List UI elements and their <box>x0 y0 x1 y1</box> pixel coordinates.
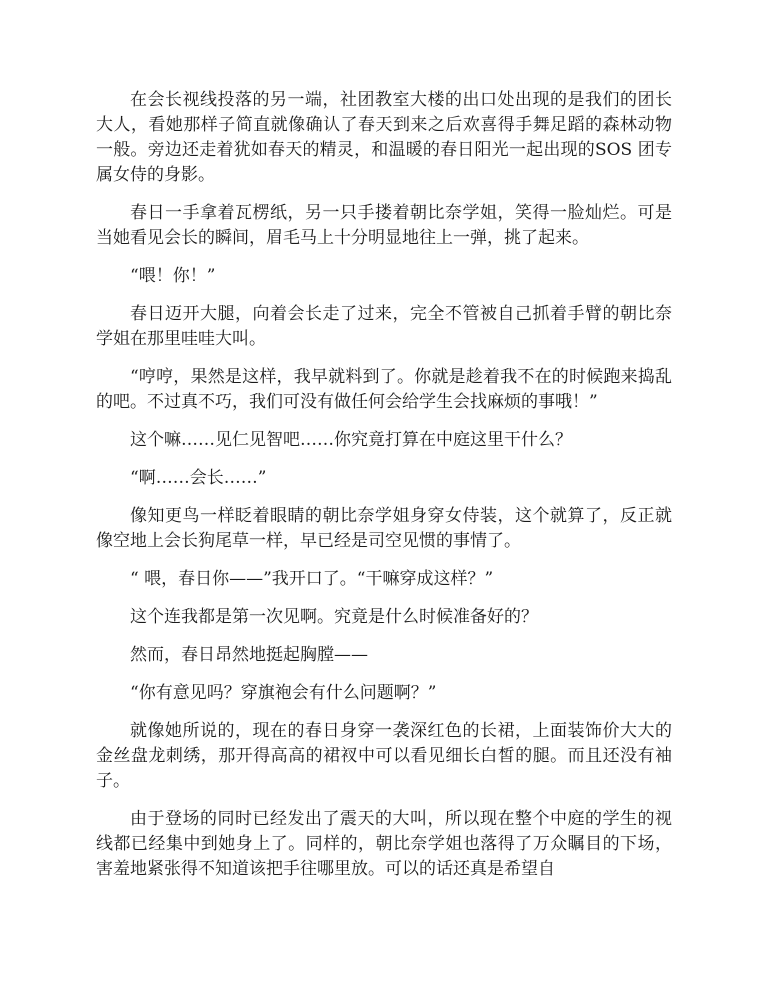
paragraph-11: 然而，春日昂然地挺起胸膛—— <box>130 645 368 665</box>
paragraph-7: “啊……会长……” <box>130 468 267 488</box>
paragraph-14: 由于登场的同时已经发出了震天的大叫，所以现在整个中庭的学生的视线都已经集中到她身上了。同样的，朝比奈学姐也落得了万众瞩目的下场，害羞地紧张得不知道该把手往哪里放。可以的话还真是希望自 <box>96 809 672 879</box>
paragraph-5: “哼哼，果然是这样，我早就料到了。你就是趁着我不在的时候跑来捣乱的吧。不过真不巧，我们可没有做任何会给学生会找麻烦的事哦！” <box>96 367 672 412</box>
paragraph-2: 春日一手拿着瓦楞纸，另一只手搂着朝比奈学姐，笑得一脸灿烂。可是当她看见会长的瞬间，眉毛马上十分明显地往上一弹，挑了起来。 <box>96 203 672 248</box>
paragraph-13: 就像她所说的，现在的春日身穿一袭深红色的长裙，上面装饰价大大的金丝盘龙刺绣，那开得高高的裙衩中可以看见细长白皙的腿。而且还没有袖子。 <box>96 721 672 791</box>
paragraph-6: 这个嘛……见仁见智吧……你究竟打算在中庭这里干什么？ <box>130 430 572 450</box>
paragraph-9: “ 喂，春日你——”我开口了。“干嘛穿成这样？” <box>130 569 494 589</box>
paragraph-10: 这个连我都是第一次见啊。究竟是什么时候准备好的？ <box>130 607 538 627</box>
paragraph-1: 在会长视线投落的另一端，社团教室大楼的出口处出现的是我们的团长大人，看她那样子简直就像确认了春天到来之后欢喜得手舞足蹈的森林动物一般。旁边还走着犹如春天的精灵，和温暖的春日阳光一起出现的SOS 团专属女侍的身影。 <box>96 90 672 185</box>
document-page <box>96 88 672 895</box>
paragraph-8: 像知更鸟一样眨着眼睛的朝比奈学姐身穿女侍装，这个就算了，反正就像空地上会长狗尾草一样，早已经是司空见惯的事情了。 <box>96 506 672 551</box>
paragraph-4: 春日迈开大腿，向着会长走了过来，完全不管被自己抓着手臂的朝比奈学姐在那里哇哇大叫。 <box>96 304 672 349</box>
paragraph-12: “你有意见吗？穿旗袍会有什么问题啊？” <box>130 683 437 703</box>
paragraph-3: “喂！你！” <box>130 266 216 286</box>
